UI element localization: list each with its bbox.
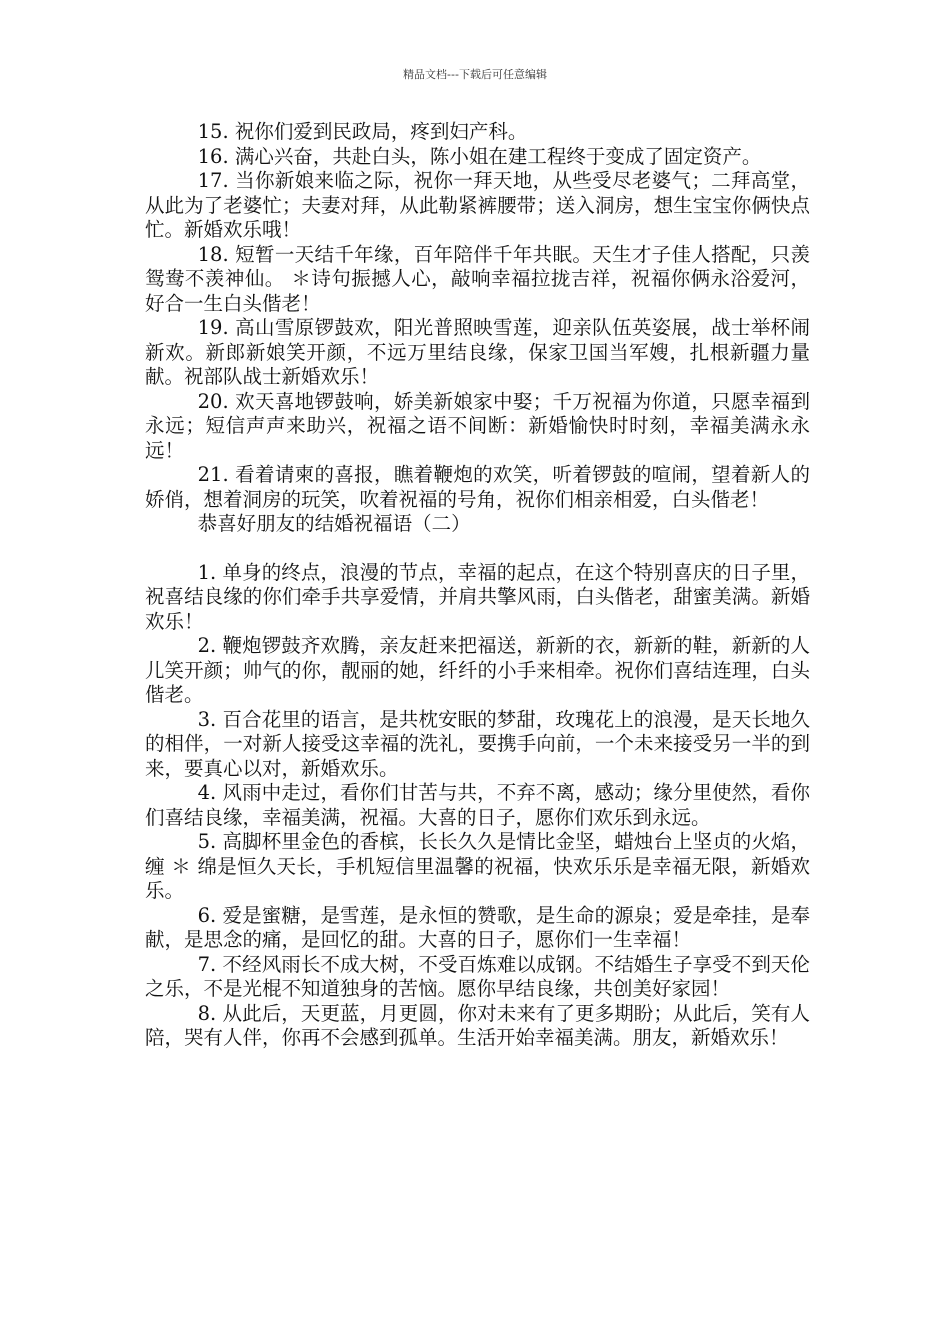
list-item: 18. 短暂一天结千年缘，百年陪伴千年共眠。天生才子佳人搭配，只羡鸳鸯不羡神仙。 ＊诗句振撼人心，敲响幸福拉拢吉祥，祝福你俩永浴爱河，好合一生白头偕老！ (145, 242, 810, 315)
list-item: 4. 风雨中走过，看你们甘苦与共，不弃不离，感动；缘分里使然，看你们喜结良缘，幸福美满，祝福。大喜的日子，愿你们欢乐到永远。 (145, 781, 810, 829)
list-item: 21. 看着请柬的喜报，瞧着鞭炮的欢笑，听着锣鼓的喧闹，望着新人的娇俏，想着洞房的玩笑，吹着祝福的号角，祝你们相亲相爱，白头偕老！ (145, 463, 810, 511)
list-item: 2. 鞭炮锣鼓齐欢腾，亲友赶来把福送，新新的衣，新新的鞋，新新的人儿笑开颜；帅气的你，靓丽的她，纤纤的小手来相牵。祝你们喜结连理，白头偕老。 (145, 634, 810, 706)
list-item: 7. 不经风雨长不成大树，不受百炼难以成钢。不结婚生子享受不到天伦之乐，不是光棍不知道独身的苦恼。愿你早结良缘，共创美好家园！ (145, 952, 810, 1000)
list-item: 3. 百合花里的语言，是共枕安眠的梦甜，玫瑰花上的浪漫，是天长地久的相伴，一对新人接受这幸福的洗礼，要携手向前，一个未来接受另一半的到来，要真心以对，新婚欢乐。 (145, 707, 810, 780)
list-item: 20. 欢天喜地锣鼓响，娇美新娘家中娶；千万祝福为你道，只愿幸福到永远；短信声声来助兴，祝福之语不间断：新婚愉快时时刻，幸福美满永永远！ (145, 389, 810, 462)
list-item: 1. 单身的终点，浪漫的节点，幸福的起点，在这个特别喜庆的日子里，祝喜结良缘的你们牵手共享爱情，并肩共擎风雨，白头偕老，甜蜜美满。新婚欢乐！ (145, 560, 810, 633)
page-header: 精品文档---下载后可任意编辑 (403, 68, 547, 81)
document-body (145, 120, 810, 1051)
list-item: 15. 祝你们爱到民政局，疼到妇产科。 (197, 120, 528, 143)
list-item: 6. 爱是蜜糖，是雪莲，是永恒的赞歌，是生命的源泉；爱是牵挂，是奉献，是思念的痛，是回忆的甜。大喜的日子，愿你们一生幸福！ (145, 903, 810, 951)
list-item: 8. 从此后，天更蓝，月更圆，你对未来有了更多期盼；从此后，笑有人陪，哭有人伴，你再不会感到孤单。生活开始幸福美满。朋友，新婚欢乐！ (145, 1001, 810, 1049)
list-item: 16. 满心兴奋，共赴白头，陈小姐在建工程终于变成了固定资产。 (197, 144, 762, 168)
list-item: 5. 高脚杯里金色的香槟，长长久久是情比金坚，蜡烛台上坚贞的火焰，缠 ＊ 绵是恒久天长，手机短信里温馨的祝福，快欢乐乐是幸福无限，新婚欢乐。 (145, 830, 810, 902)
list-item: 19. 高山雪原锣鼓欢，阳光普照映雪莲，迎亲队伍英姿展，战士举杯闹新欢。新郎新娘笑开颜，不远万里结良缘，保家卫国当军嫂，扎根新疆力量献。祝部队战士新婚欢乐！ (145, 316, 810, 388)
section-title: 恭喜好朋友的结婚祝福语（二） (197, 512, 471, 535)
list-item: 17. 当你新娘来临之际，祝你一拜天地，从些受尽老婆气；二拜高堂，从此为了老婆忙；夫妻对拜，从此勒紧裤腰带；送入洞房，想生宝宝你俩快点忙。新婚欢乐哦！ (145, 169, 810, 241)
